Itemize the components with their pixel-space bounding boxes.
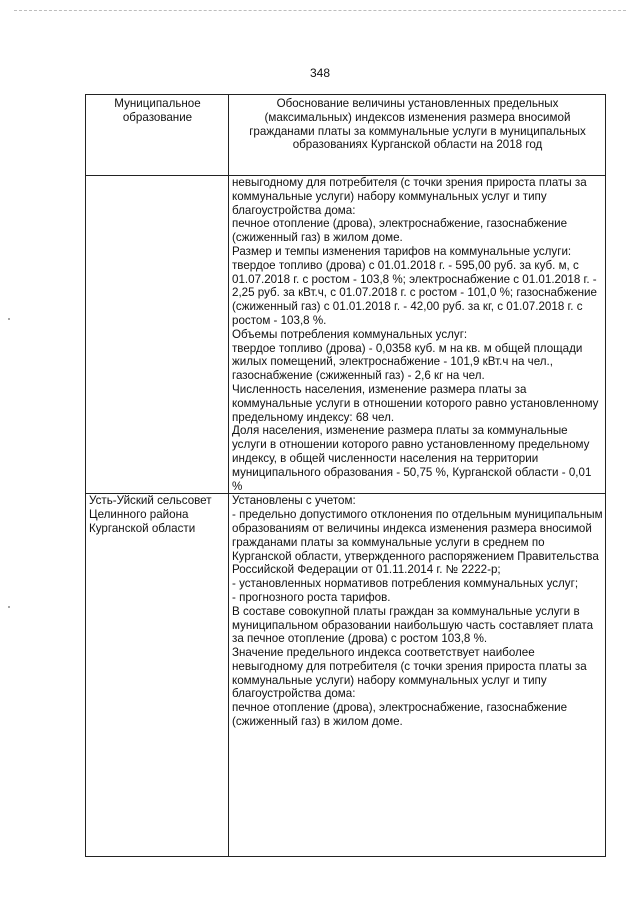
municipality-cell (86, 494, 229, 857)
justification-paragraph: Доля населения, изменение размера платы за коммунальные услуги в отношении которого равно установленному предельному индексу, в общей численности населения на территории муниципального образования - 50,75 %, Курганской области - 0,01 % (232, 424, 592, 493)
justification-paragraph: Установлены с учетом: (232, 494, 356, 508)
justification-paragraph: твердое топливо (дрова) с 01.01.2018 г. - 595,00 руб. за куб. м, с 01.07.2018 г. с ростом - 103,8 %; электроснабжение с 01.01.2018 г. - 2,25 руб. за кВт.ч, с 01.07.2018 г. с ростом - 101,0 %; газоснабжение (сжиженный газ) с 01.01.2018 г. - 42,00 руб. за кг, с 01.07.2018 г. с ростом - 103,8 %. (232, 258, 597, 327)
header-cell-municipality (86, 95, 229, 176)
header-municipality-label: Муниципальное образование (114, 97, 201, 124)
justification-paragraph: - предельно допустимого отклонения по отдельным муниципальным образованиям от величины индекса изменения размера вносимой гражданами платы за коммунальные услуги в среднем по Курганской области, утвержденного распоряжением Правительства Российской Федерации от 01.11.2014 г. № 2222-р; (232, 508, 603, 577)
justification-paragraph: Значение предельного индекса соответствует наиболее невыгодному для потребителя (с точки зрения прироста платы за коммунальные услуги) набору коммунальных услуг и типу благоустройства дома: (232, 646, 587, 701)
table-row (86, 176, 606, 494)
scan-top-edge (14, 10, 626, 11)
justification-table (85, 94, 606, 857)
header-cell-justification (229, 95, 606, 176)
table-row (86, 494, 606, 857)
justification-cell (229, 176, 606, 494)
justification-paragraph: печное отопление (дрова), электроснабжение, газоснабжение (сжиженный газ) в жилом доме. (232, 701, 568, 729)
page-number: 348 (309, 66, 331, 80)
scan-artifact (8, 318, 10, 320)
justification-paragraph: - установленных нормативов потребления коммунальных услуг; (232, 577, 579, 591)
justification-paragraph: Объемы потребления коммунальных услуг: (232, 327, 468, 341)
table-header-row (86, 95, 606, 176)
justification-paragraph: невыгодному для потребителя (с точки зрения прироста платы за коммунальные услуги) набору коммунальных услуг и типу благоустройства дома: (232, 176, 587, 217)
justification-paragraph: Размер и темпы изменения тарифов на коммунальные услуги: (232, 244, 572, 258)
scan-artifact (8, 606, 10, 608)
justification-cell (229, 494, 606, 857)
justification-paragraph: Численность населения, изменение размера платы за коммунальные услуги в отношении которого равно установленному предельному индексу: 68 чел. (232, 382, 599, 424)
justification-paragraph: - прогнозного роста тарифов. (232, 590, 391, 604)
justification-paragraph: твердое топливо (дрова) - 0,0358 куб. м на кв. м общей площади жилых помещений, электроснабжение - 101,9 кВт.ч на чел., газоснабжение (сжиженный газ) - 2,6 кг на чел. (232, 341, 583, 383)
header-justification-label: Обоснование величины установленных предельных (максимальных) индексов изменения размера вносимой гражданами платы за коммунальные услуги в муниципальных образованиях Курганской области на 2018 год (249, 97, 586, 152)
municipality-cell (86, 176, 229, 494)
justification-paragraph: В составе совокупной платы граждан за коммунальные услуги в муниципальном образовании наибольшую часть составляет плата за печное отопление (дрова) с ростом 103,8 %. (232, 604, 594, 646)
justification-paragraph: печное отопление (дрова), электроснабжение, газоснабжение (сжиженный газ) в жилом доме. (232, 217, 568, 245)
municipality-name: Усть-Уйский сельсовет Целинного района Курганской области (89, 494, 212, 535)
